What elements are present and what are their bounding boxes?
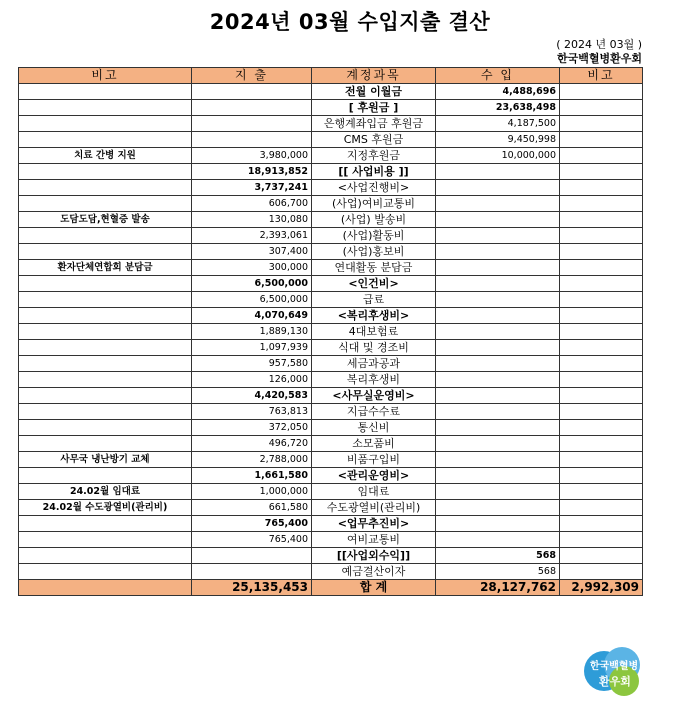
row-note2 — [560, 356, 643, 372]
row-account: [[ 사업비용 ]] — [312, 164, 436, 180]
settlement-table — [18, 67, 643, 596]
total-row — [19, 580, 643, 596]
table-row — [19, 484, 643, 500]
row-note2 — [560, 100, 643, 116]
row-income — [436, 324, 560, 340]
row-note: 사무국 냉난방기 교체 — [19, 452, 192, 468]
row-note: 24.02월 임대료 — [19, 484, 192, 500]
row-note2 — [560, 516, 643, 532]
row-note2 — [560, 244, 643, 260]
row-expense: 2,393,061 — [192, 228, 312, 244]
row-income — [436, 372, 560, 388]
row-note2 — [560, 564, 643, 580]
table-row — [19, 132, 643, 148]
row-expense: 1,661,580 — [192, 468, 312, 484]
row-note2 — [560, 212, 643, 228]
row-note2 — [560, 452, 643, 468]
table-row — [19, 468, 643, 484]
row-note — [19, 372, 192, 388]
row-note2 — [560, 148, 643, 164]
row-note — [19, 436, 192, 452]
row-expense — [192, 84, 312, 100]
table-row — [19, 532, 643, 548]
row-account: 지급수수료 — [312, 404, 436, 420]
row-note — [19, 404, 192, 420]
row-note — [19, 228, 192, 244]
row-note — [19, 132, 192, 148]
row-expense: 372,050 — [192, 420, 312, 436]
table-row — [19, 260, 643, 276]
row-expense: 3,737,241 — [192, 180, 312, 196]
row-expense: 765,400 — [192, 532, 312, 548]
row-income — [436, 292, 560, 308]
row-account: 소모품비 — [312, 436, 436, 452]
row-account: [ 후원금 ] — [312, 100, 436, 116]
table-row — [19, 196, 643, 212]
row-income — [436, 484, 560, 500]
row-expense: 606,700 — [192, 196, 312, 212]
row-note2 — [560, 116, 643, 132]
organization-logo — [582, 641, 646, 701]
row-expense: 1,000,000 — [192, 484, 312, 500]
table-row — [19, 356, 643, 372]
row-expense: 2,788,000 — [192, 452, 312, 468]
row-account: (사업) 발송비 — [312, 212, 436, 228]
row-note — [19, 468, 192, 484]
row-account: <인건비> — [312, 276, 436, 292]
row-account: 예금결산이자 — [312, 564, 436, 580]
report-period: ( 2024 년 03월 ) — [556, 38, 642, 51]
row-income — [436, 388, 560, 404]
row-note: 환자단체연합회 분담금 — [19, 260, 192, 276]
row-note2 — [560, 532, 643, 548]
table-row — [19, 292, 643, 308]
row-note — [19, 84, 192, 100]
row-income — [436, 244, 560, 260]
table-row — [19, 324, 643, 340]
table-row — [19, 276, 643, 292]
row-expense: 496,720 — [192, 436, 312, 452]
table-row — [19, 212, 643, 228]
row-expense: 130,080 — [192, 212, 312, 228]
row-account: 복리후생비 — [312, 372, 436, 388]
row-expense — [192, 564, 312, 580]
row-expense: 957,580 — [192, 356, 312, 372]
row-note2 — [560, 500, 643, 516]
row-expense: 1,097,939 — [192, 340, 312, 356]
row-income — [436, 212, 560, 228]
row-account: [[사업외수익]] — [312, 548, 436, 564]
row-income — [436, 228, 560, 244]
row-note2 — [560, 228, 643, 244]
row-note2 — [560, 468, 643, 484]
row-note: 도담도담,현혈증 발송 — [19, 212, 192, 228]
table-row — [19, 164, 643, 180]
table-row — [19, 228, 643, 244]
row-note — [19, 548, 192, 564]
table-row — [19, 548, 643, 564]
table-row — [19, 148, 643, 164]
row-account: 수도광열비(관리비) — [312, 500, 436, 516]
row-account: 여비교통비 — [312, 532, 436, 548]
page-title: 2024년 03월 수입지출 결산 — [209, 10, 491, 34]
logo-text-bottom: 환우회 — [599, 675, 631, 688]
table-row — [19, 388, 643, 404]
header-note2: 비고 — [560, 68, 643, 84]
row-note2 — [560, 340, 643, 356]
row-note2 — [560, 484, 643, 500]
row-expense: 1,889,130 — [192, 324, 312, 340]
table-row — [19, 372, 643, 388]
table-row — [19, 84, 643, 100]
row-expense: 4,070,649 — [192, 308, 312, 324]
row-note2 — [560, 292, 643, 308]
row-expense: 307,400 — [192, 244, 312, 260]
row-account: 은행계좌입금 후원금 — [312, 116, 436, 132]
row-note — [19, 516, 192, 532]
row-account: 4대보험료 — [312, 324, 436, 340]
row-account: 세금과공과 — [312, 356, 436, 372]
header-note: 비고 — [19, 68, 192, 84]
table-row — [19, 516, 643, 532]
header-expense: 지 출 — [192, 68, 312, 84]
row-income: 4,187,500 — [436, 116, 560, 132]
table-row — [19, 244, 643, 260]
row-income: 23,638,498 — [436, 100, 560, 116]
row-note: 치료 간병 지원 — [19, 148, 192, 164]
row-income — [436, 164, 560, 180]
row-note2 — [560, 420, 643, 436]
row-note2 — [560, 84, 643, 100]
row-account: (사업)홍보비 — [312, 244, 436, 260]
row-note2 — [560, 372, 643, 388]
row-note2 — [560, 180, 643, 196]
row-note2 — [560, 276, 643, 292]
table-row — [19, 452, 643, 468]
row-note — [19, 100, 192, 116]
row-note — [19, 116, 192, 132]
row-note — [19, 340, 192, 356]
row-expense — [192, 132, 312, 148]
row-account: CMS 후원금 — [312, 132, 436, 148]
row-note2 — [560, 196, 643, 212]
row-note2 — [560, 164, 643, 180]
row-account: 임대료 — [312, 484, 436, 500]
table-row — [19, 340, 643, 356]
table-header-row — [19, 68, 643, 84]
logo-text-top: 한국백혈병 — [589, 661, 639, 672]
row-income — [436, 452, 560, 468]
row-income: 4,488,696 — [436, 84, 560, 100]
row-expense: 765,400 — [192, 516, 312, 532]
row-expense: 6,500,000 — [192, 276, 312, 292]
row-account: <사무실운영비> — [312, 388, 436, 404]
row-account: 비품구입비 — [312, 452, 436, 468]
row-account: 식대 및 경조비 — [312, 340, 436, 356]
table-row — [19, 116, 643, 132]
row-note2 — [560, 436, 643, 452]
row-note2 — [560, 404, 643, 420]
row-note: 24.02월 수도광열비(관리비) — [19, 500, 192, 516]
total-income: 28,127,762 — [436, 580, 560, 596]
table-row — [19, 100, 643, 116]
row-expense — [192, 116, 312, 132]
row-note2 — [560, 308, 643, 324]
row-income — [436, 420, 560, 436]
row-income: 9,450,998 — [436, 132, 560, 148]
row-income — [436, 180, 560, 196]
row-expense: 4,420,583 — [192, 388, 312, 404]
total-label: 합 계 — [312, 580, 436, 596]
row-expense: 18,913,852 — [192, 164, 312, 180]
row-income — [436, 500, 560, 516]
row-note — [19, 276, 192, 292]
row-expense: 6,500,000 — [192, 292, 312, 308]
row-note — [19, 164, 192, 180]
row-income — [436, 340, 560, 356]
row-account: 통신비 — [312, 420, 436, 436]
table-row — [19, 404, 643, 420]
row-account: <복리후생비> — [312, 308, 436, 324]
row-income: 10,000,000 — [436, 148, 560, 164]
row-expense — [192, 548, 312, 564]
row-note — [19, 180, 192, 196]
row-account: <사업진행비> — [312, 180, 436, 196]
table-row — [19, 436, 643, 452]
row-note2 — [560, 548, 643, 564]
row-income — [436, 468, 560, 484]
table-row — [19, 420, 643, 436]
row-note — [19, 356, 192, 372]
row-note — [19, 532, 192, 548]
row-note2 — [560, 260, 643, 276]
row-account: <관리운영비> — [312, 468, 436, 484]
table-row — [19, 180, 643, 196]
row-note — [19, 324, 192, 340]
row-account: 지정후원금 — [312, 148, 436, 164]
row-account: 전월 이월금 — [312, 84, 436, 100]
row-income: 568 — [436, 564, 560, 580]
row-income — [436, 308, 560, 324]
row-note2 — [560, 324, 643, 340]
row-account: <업무추진비> — [312, 516, 436, 532]
table-row — [19, 308, 643, 324]
row-account: 연대활동 분담금 — [312, 260, 436, 276]
row-income — [436, 404, 560, 420]
row-income — [436, 276, 560, 292]
row-expense — [192, 100, 312, 116]
row-note — [19, 388, 192, 404]
row-expense: 763,813 — [192, 404, 312, 420]
row-income — [436, 532, 560, 548]
row-income — [436, 356, 560, 372]
row-account: (사업)여비교통비 — [312, 196, 436, 212]
header-account: 계정과목 — [312, 68, 436, 84]
row-income — [436, 436, 560, 452]
row-note — [19, 420, 192, 436]
organization-name: 한국백혈병환우회 — [556, 52, 642, 65]
total-expense: 25,135,453 — [192, 580, 312, 596]
row-income: 568 — [436, 548, 560, 564]
row-note — [19, 564, 192, 580]
total-balance: 2,992,309 — [560, 580, 643, 596]
row-expense: 3,980,000 — [192, 148, 312, 164]
row-note — [19, 308, 192, 324]
row-note2 — [560, 388, 643, 404]
row-account: 급료 — [312, 292, 436, 308]
row-expense: 661,580 — [192, 500, 312, 516]
row-note — [19, 196, 192, 212]
table-row — [19, 564, 643, 580]
row-note — [19, 292, 192, 308]
row-account: (사업)활동비 — [312, 228, 436, 244]
row-note — [19, 244, 192, 260]
table-row — [19, 500, 643, 516]
row-expense: 300,000 — [192, 260, 312, 276]
total-note — [19, 580, 192, 596]
row-income — [436, 260, 560, 276]
header-income: 수 입 — [436, 68, 560, 84]
row-expense: 126,000 — [192, 372, 312, 388]
row-note2 — [560, 132, 643, 148]
row-income — [436, 196, 560, 212]
row-income — [436, 516, 560, 532]
